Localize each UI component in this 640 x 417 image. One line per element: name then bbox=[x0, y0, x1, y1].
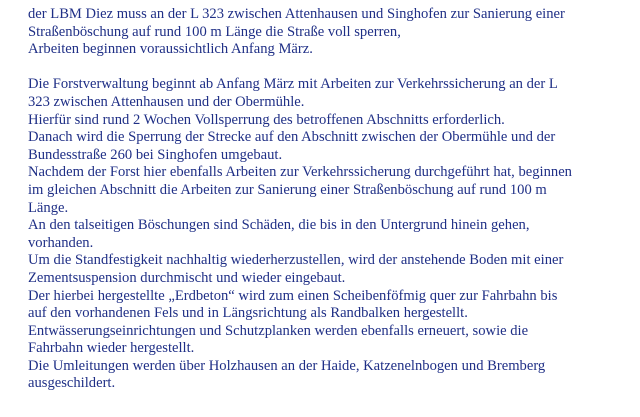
text-line: Entwässerungseinrichtungen und Schutzplanken werden ebenfalls erneuert, sowie die bbox=[28, 322, 529, 339]
paragraph-spacer bbox=[28, 59, 628, 77]
text-line: Der hierbei hergestellte „Erdbeton“ wird zum einen Scheibenföfmig quer zur Fahrbahn bis bbox=[28, 287, 558, 304]
text-line: auf den vorhandenen Fels und in Längsrichtung als Randbalken hergestellt. bbox=[28, 305, 468, 322]
text-line: der LBM Diez muss an der L 323 zwischen Attenhausen und Singhofen zur Sanierung einer bbox=[28, 6, 565, 22]
text-line: Die Forstverwaltung beginnt ab Anfang März mit Arbeiten zur Verkehrssicherung an der L bbox=[28, 76, 558, 93]
text-line: vorhanden. bbox=[28, 234, 94, 251]
text-line: ausgeschildert. bbox=[28, 375, 116, 392]
text-line: Nachdem der Forst hier ebenfalls Arbeiten zur Verkehrssicherung durchgeführt hat, beginnen bbox=[28, 164, 572, 181]
text-line: Zementsuspension durchmischt und wieder eingebaut. bbox=[28, 269, 346, 286]
text-line: Die Umleitungen werden über Holzhausen an der Haide, Katzenelnbogen und Bremberg bbox=[28, 357, 546, 374]
text-line: Danach wird die Sperrung der Strecke auf den Abschnitt zwischen der Obermühle und der bbox=[28, 129, 556, 146]
text-line: Fahrbahn wieder hergestellt. bbox=[28, 340, 195, 357]
text-line: Um die Standfestigkeit nachhaltig wiederherzustellen, wird der anstehende Boden mit einer bbox=[28, 252, 564, 269]
text-line: Straßenböschung auf rund 100 m Länge die Straße voll sperren, bbox=[28, 23, 401, 40]
paragraph-1 bbox=[28, 6, 628, 59]
text-line: Länge. bbox=[28, 199, 69, 216]
document-body bbox=[28, 6, 628, 393]
text-line: 323 zwischen Attenhausen und der Obermühle. bbox=[28, 93, 305, 110]
text-line: Bundesstraße 260 bei Singhofen umgebaut. bbox=[28, 146, 283, 163]
paragraph-2 bbox=[28, 76, 628, 393]
text-line: An den talseitigen Böschungen sind Schäden, die bis in den Untergrund hinein gehen, bbox=[28, 217, 530, 234]
text-line: Hierfür sind rund 2 Wochen Vollsperrung des betroffenen Abschnitts erforderlich. bbox=[28, 111, 505, 128]
text-line: Arbeiten beginnen voraussichtlich Anfang März. bbox=[28, 41, 313, 58]
text-line: im gleichen Abschnitt die Arbeiten zur Sanierung einer Straßenböschung auf rund 100 m bbox=[28, 181, 547, 198]
